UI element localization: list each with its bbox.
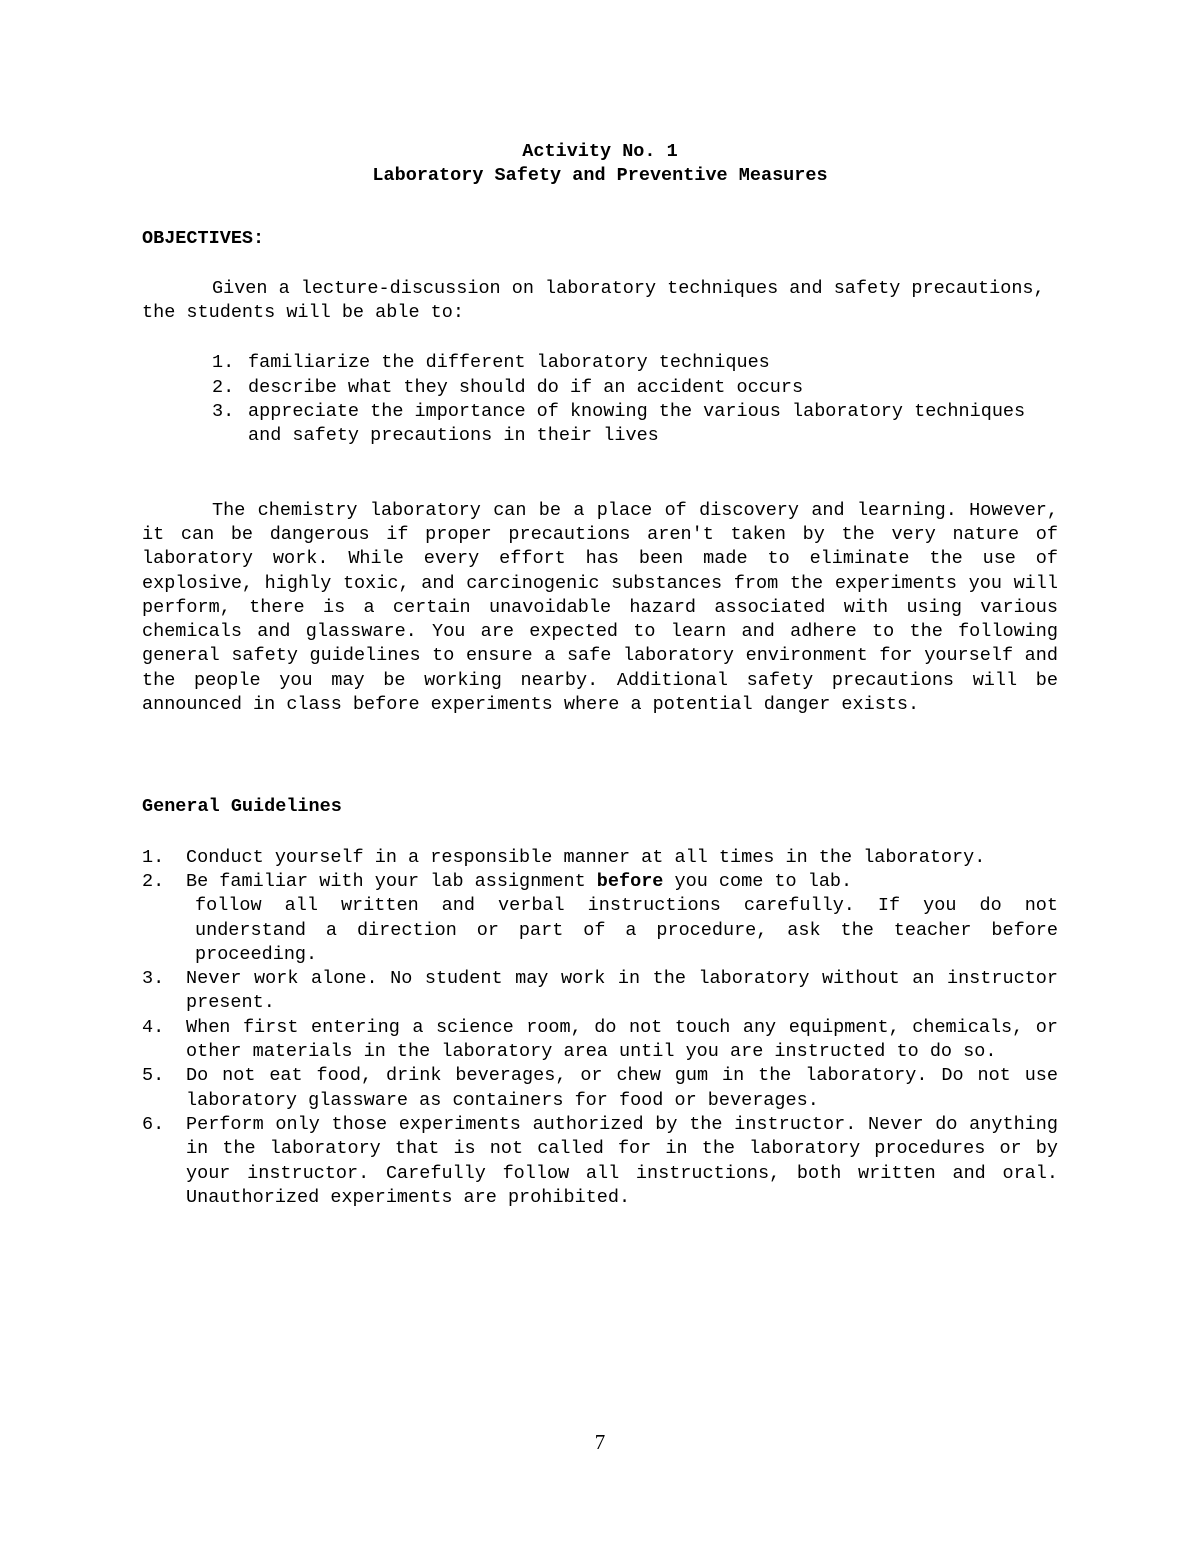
guideline-text-lead: Be familiar with your lab assignment [186,870,597,892]
guideline-text: Conduct yourself in a responsible manner at all times in the laboratory. [186,846,986,868]
guideline-number: 1. [142,846,165,868]
guideline-item [142,870,1058,967]
guideline-number: 2. [142,870,165,892]
objective-text: familiarize the different laboratory techniques [248,352,770,374]
objective-item [212,400,1058,449]
objective-text: appreciate the importance of knowing the various laboratory techniques and safety precautions in their lives [248,401,1026,447]
guideline-number: 5. [142,1065,165,1087]
guideline-text: Do not eat food, drink beverages, or chew gum in the laboratory. Do not use laboratory glassware as containers for food or beverages. [186,1065,1058,1111]
guideline-text: When first entering a science room, do not touch any equipment, chemicals, or other materials in the laboratory area until you are instructed to do so. [186,1016,1058,1063]
guideline-item [142,846,1058,870]
objective-number: 3. [212,401,235,423]
guideline-item [142,1064,1058,1113]
objectives-list [142,351,1058,448]
guideline-number: 4. [142,1016,165,1038]
guideline-text-tail: you come to lab. [663,870,853,892]
guideline-number: 3. [142,968,165,990]
objectives-heading: OBJECTIVES: [142,227,265,249]
document-page [142,140,1058,1210]
guidelines-list [142,846,1058,1210]
guidelines-heading: General Guidelines [142,796,342,818]
objective-item [212,351,1058,375]
activity-number: Activity No. 1 [522,141,678,162]
objective-number: 1. [212,352,235,374]
guideline-item [142,1016,1058,1065]
guideline-text-continued: follow all written and verbal instructions carefully. If you do not understand a direction or part of a procedure, ask the teacher before proceeding. [195,895,1058,965]
guideline-text: Perform only those experiments authorized by the instructor. Never do anything in the laboratory that is not called for in the laboratory procedures or by your instructor. Carefully follow all instructions, both written and oral. Unauthorized experiments are prohibited. [186,1113,1058,1208]
guideline-item [142,1113,1058,1210]
objective-item [212,376,1058,400]
guideline-text: Never work alone. No student may work in the laboratory without an instructor present. [186,968,1058,1014]
objectives-intro: Given a lecture-discussion on laboratory techniques and safety precautions, the students will be able to: [142,277,1045,324]
guideline-item [142,967,1058,1016]
activity-title: Laboratory Safety and Preventive Measures [372,165,828,187]
objective-text: describe what they should do if an accident occurs [248,376,804,398]
guideline-number: 6. [142,1113,165,1135]
intro-paragraph: The chemistry laboratory can be a place of discovery and learning. However, it can be dangerous if proper precautions aren't taken by the very nature of laboratory work. While every effort has been made to eliminate the use of explosive, highly toxic, and carcinogenic substances from the experiments you will perform, there is a certain unavoidable hazard associated with using various chemicals and glassware. You are expected to learn and adhere to the following general safety guidelines to ensure a safe laboratory environment for yourself and the people you may be working nearby. Additional safety precautions will be announced in class before experiments where a potential danger exists. [142,499,1058,716]
page-number: 7 [594,1430,606,1454]
guideline-emphasis: before [596,870,664,892]
objective-number: 2. [212,376,235,398]
